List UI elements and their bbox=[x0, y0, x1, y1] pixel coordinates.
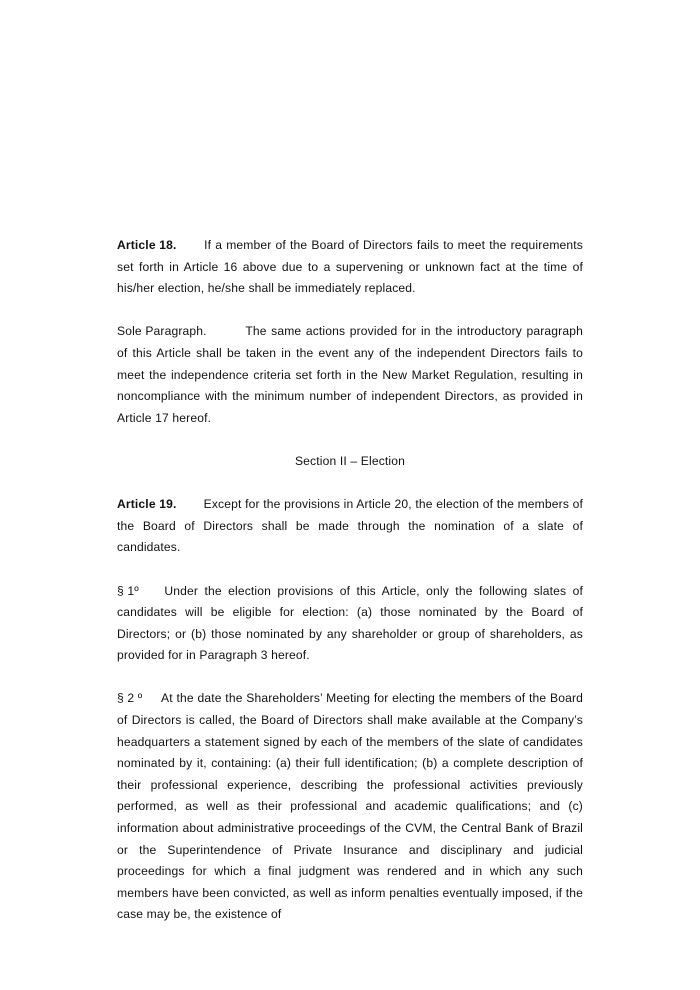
paragraph-2-text: At the date the Shareholders’ Meeting for electing the members of the Board of Directors is called, the Board of Directors shall make available at the Company’s headquarters a statement signed by each of the members of the slate of candidates nominated by it, containing: (a) their full identification; (b) a complete description of their professional experience, describing the professional activities previously performed, as well as their professional and academic qualifications; and (c) information about administrative proceedings of the CVM, the Central Bank of Brazil or the Superintendence of Private Insurance and disciplinary and judicial proceedings for which a final judgment was rendered and in which any such members have been convicted, as well as inform penalties eventually imposed, if the case may be, the existence of bbox=[117, 691, 583, 922]
article-19-text: Except for the provisions in Article 20, the election of the members of the Board of Directors shall be made through the nomination of a slate of candidates. bbox=[117, 497, 583, 555]
paragraph-2 bbox=[117, 688, 583, 926]
article-18 bbox=[117, 235, 583, 300]
paragraph-1-label: § 1º bbox=[117, 583, 139, 598]
document-body bbox=[117, 235, 583, 948]
paragraph-1 bbox=[117, 581, 583, 667]
sole-paragraph-text: The same actions provided for in the introductory paragraph of this Article shall be taken in the event any of the independent Directors fails to meet the independence criteria set forth in the New Market Regulation, resulting in noncompliance with the minimum number of independent Directors, as provided in Article 17 hereof. bbox=[117, 324, 583, 425]
section-heading: Section II – Election bbox=[294, 453, 406, 468]
article-19-label: Article 19. bbox=[117, 497, 177, 512]
article-18-text: If a member of the Board of Directors fails to meet the requirements set forth in Article 16 above due to a supervening or unknown fact at the time of his/her election, he/she shall be immediately replaced. bbox=[117, 238, 584, 296]
sole-paragraph bbox=[117, 321, 583, 429]
paragraph-2-label: § 2 º bbox=[117, 691, 143, 706]
article-19 bbox=[117, 494, 583, 559]
article-18-label: Article 18. bbox=[117, 238, 177, 252]
sole-paragraph-label: Sole Paragraph. bbox=[117, 324, 207, 339]
paragraph-1-text: Under the election provisions of this Article, only the following slates of candidates will be eligible for election: (a) those nominated by the Board of Directors; or (b) those nominated by any shareholder or group of shareholders, as provided for in Paragraph 3 hereof. bbox=[117, 583, 583, 663]
